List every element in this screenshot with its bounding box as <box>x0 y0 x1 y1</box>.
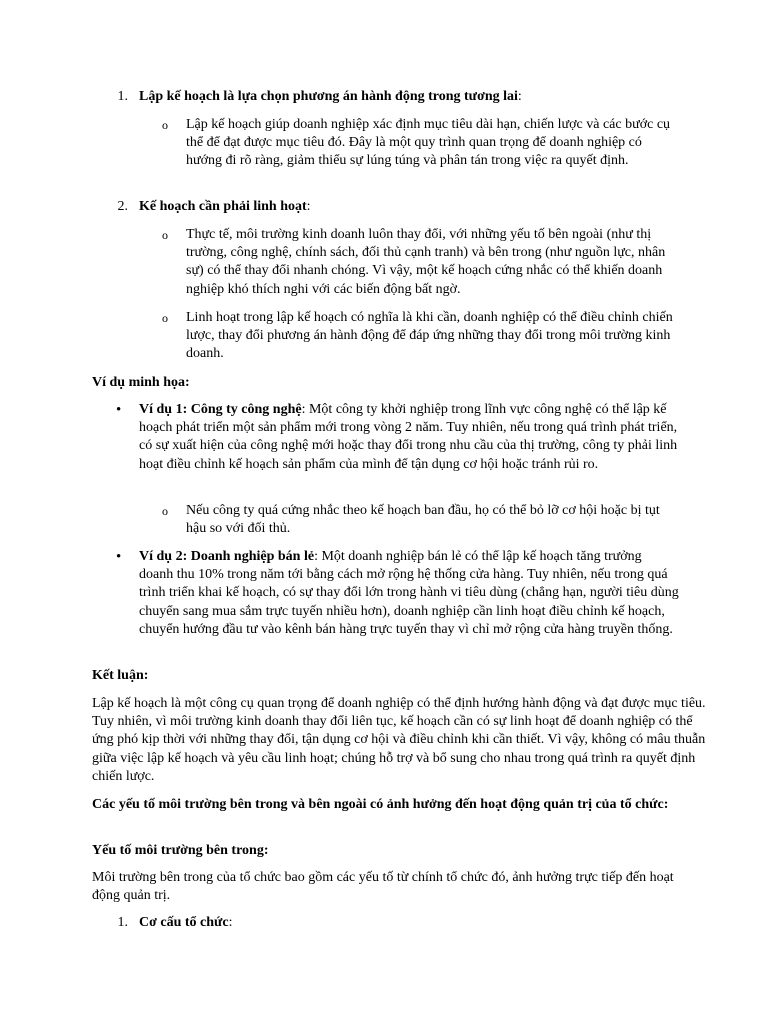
list-item-heading <box>139 88 699 106</box>
section-heading <box>92 374 692 392</box>
list-number: 2. <box>117 199 128 214</box>
sub-bullet-icon: o <box>162 228 168 242</box>
example-title: Ví dụ 1: Công ty công nghệ <box>139 402 302 417</box>
list-number: 1. <box>117 915 128 930</box>
sub-heading-text: Yếu tố môi trường bên trong: <box>92 843 269 858</box>
section-heading <box>92 667 692 685</box>
section-heading <box>92 796 708 814</box>
example-text: : Một doanh nghiệp bán lẻ có thể lập kế hoạch tăng trưởng doanh thu 10% trong năm tới bằng cách mở rộng hệ thống cửa hàng. Tuy nhiên, nếu trong quá trình triển khai kế hoạch, có sự thay đổi lớn trong hành vi tiêu dùng (chẳng hạn, người tiêu dùng chuyển sang mua sắm trực tuyến nhiều hơn), doanh nghiệp cần linh hoạt điều chỉnh kế hoạch, chuyển hướng đầu tư vào kênh bán hàng trực tuyến thay vì chỉ mở rộng cửa hàng truyền thống. <box>139 549 679 637</box>
sub-list-item: Linh hoạt trong lập kế hoạch có nghĩa là khi cần, doanh nghiệp có thể điều chỉnh chiến lược, thay đổi phương án hành động để đáp ứng những thay đổi trong môi trường kinh doanh. <box>186 310 673 362</box>
list-item-title: Kế hoạch cần phải linh hoạt <box>139 199 307 214</box>
list-number: 1. <box>117 89 128 104</box>
sub-list-item: Nếu công ty quá cứng nhắc theo kế hoạch ban đầu, họ có thể bỏ lỡ cơ hội hoặc bị tụt hậu so với đối thủ. <box>186 503 660 537</box>
list-item-title: Lập kế hoạch là lựa chọn phương án hành động trong tương lai <box>139 89 518 104</box>
example-title: Ví dụ 2: Doanh nghiệp bán lẻ <box>139 549 315 564</box>
list-item-colon: : <box>517 89 522 104</box>
paragraph: Môi trường bên trong của tổ chức bao gồm các yếu tố từ chính tổ chức đó, ảnh hưởng trực tiếp đến hoạt động quản trị. <box>92 870 674 904</box>
paragraph: Lập kế hoạch là một công cụ quan trọng để doanh nghiệp có thể định hướng hành động và đạt được mục tiêu. Tuy nhiên, vì môi trường kinh doanh thay đổi liên tục, kế hoạch cần có sự linh hoạt để doanh nghiệp có thể ứng phó kịp thời với những thay đổi, tận dụng cơ hội và điều chỉnh khi cần thiết. Vì vậy, không có mâu thuẫn giữa việc lập kế hoạch và yêu cầu linh hoạt; chúng hỗ trợ và bổ sung cho nhau trong quá trình ra quyết định chiến lược. <box>92 696 706 784</box>
sub-heading <box>92 842 692 860</box>
bullet-icon: • <box>116 402 122 418</box>
list-item-colon: : <box>228 915 233 930</box>
list-item-heading <box>139 198 699 216</box>
section-heading-text: Các yếu tố môi trường bên trong và bên ngoài có ảnh hưởng đến hoạt động quản trị của tổ chức: <box>92 797 669 812</box>
sub-list-item: Thực tế, môi trường kinh doanh luôn thay đổi, với những yếu tố bên ngoài (như thị trường, công nghệ, chính sách, đối thủ cạnh tranh) và bên trong (như nguồn lực, nhân sự) có thể thay đổi nhanh chóng. Vì vậy, một kế hoạch cứng nhắc có thể khiến doanh nghiệp khó thích nghi với các biến động bất ngờ. <box>186 227 666 297</box>
example-text: : Một công ty khởi nghiệp trong lĩnh vực công nghệ có thể lập kế hoạch phát triển một sản phẩm mới trong vòng 2 năm. Tuy nhiên, nếu trong quá trình phát triển, có sự xuất hiện của công nghệ mới hoặc thay đổi trong nhu cầu của thị trường, công ty phải linh hoạt điều chỉnh kế hoạch sản phẩm của mình để tận dụng cơ hội hoặc tránh rủi ro. <box>139 402 678 472</box>
list-item-colon: : <box>306 199 311 214</box>
list-item-heading <box>139 914 699 932</box>
bullet-icon: • <box>116 549 122 565</box>
list-item-title: Cơ cấu tổ chức <box>139 915 229 930</box>
example-item <box>139 401 679 474</box>
section-heading-text: Kết luận: <box>92 668 149 683</box>
example-item <box>139 548 679 639</box>
sub-list-item: Lập kế hoạch giúp doanh nghiệp xác định mục tiêu dài hạn, chiến lược và các bước cụ thể để đạt được mục tiêu đó. Đây là một quy trình quan trọng để doanh nghiệp có hướng đi rõ ràng, giảm thiểu sự lúng túng và phân tán trong việc ra quyết định. <box>186 117 671 169</box>
sub-bullet-icon: o <box>162 504 168 518</box>
sub-bullet-icon: o <box>162 311 168 325</box>
section-heading-text: Ví dụ minh họa: <box>92 375 190 390</box>
sub-bullet-icon: o <box>162 118 168 132</box>
